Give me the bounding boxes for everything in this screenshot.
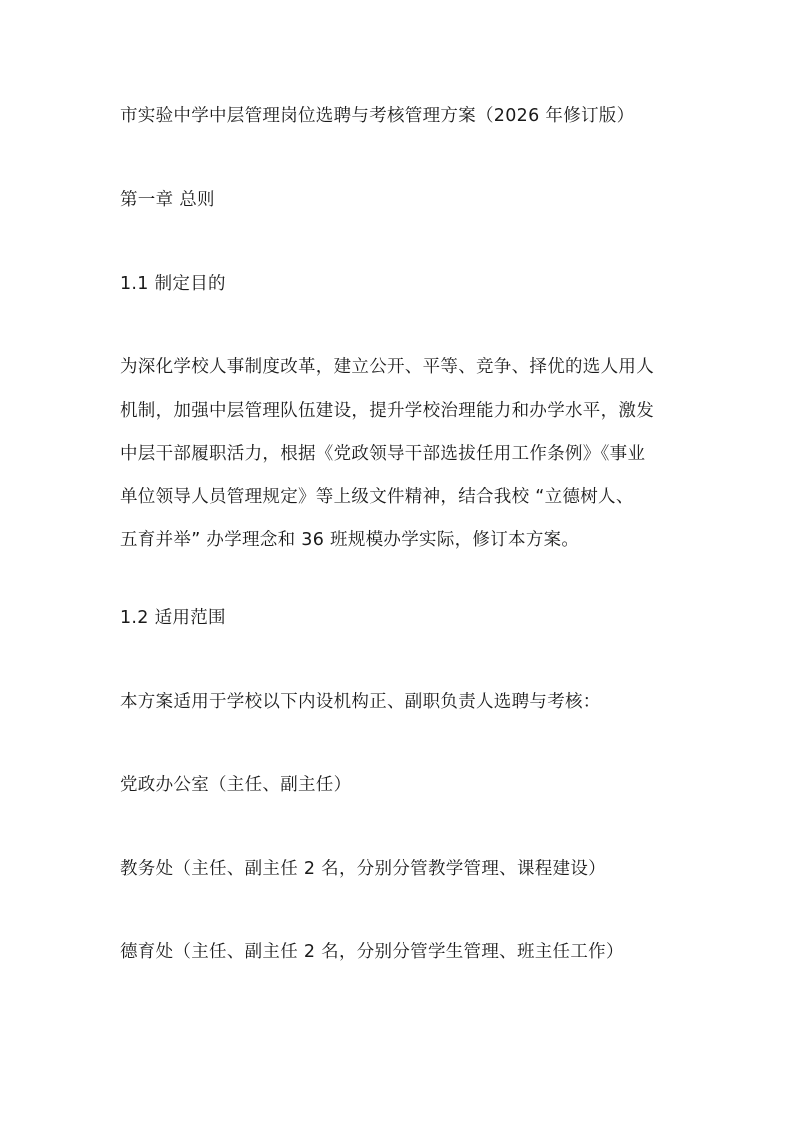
- paragraph-line: 五育并举” 办学理念和 36 班规模办学实际，修订本方案。: [120, 530, 580, 550]
- document-title: 市实验中学中层管理岗位选聘与考核管理方案（2026 年修订版）: [120, 106, 635, 126]
- chapter-heading: 第一章 总则: [120, 190, 215, 210]
- scope-item: 德育处（主任、副主任 2 名，分别分管学生管理、班主任工作）: [120, 942, 624, 962]
- paragraph-line: 中层干部履职活力，根据《党政领导干部选拔任用工作条例》《事业: [120, 444, 646, 464]
- section-heading-1-2: 1.2 适用范围: [120, 608, 226, 628]
- section-heading-1-1: 1.1 制定目的: [120, 274, 226, 294]
- paragraph-line: 机制，加强中层管理队伍建设，提升学校治理能力和办学水平，激发: [120, 401, 654, 421]
- scope-item: 党政办公室（主任、副主任）: [120, 775, 352, 795]
- scope-item: 教务处（主任、副主任 2 名，分别分管教学管理、课程建设）: [120, 859, 606, 879]
- paragraph-line: 为深化学校人事制度改革，建立公开、平等、竞争、择优的选人用人: [120, 357, 654, 377]
- scope-intro: 本方案适用于学校以下内设机构正、副职负责人选聘与考核：: [120, 692, 601, 712]
- paragraph-line: 单位领导人员管理规定》等上级文件精神，结合我校 “立德树人、: [120, 487, 634, 507]
